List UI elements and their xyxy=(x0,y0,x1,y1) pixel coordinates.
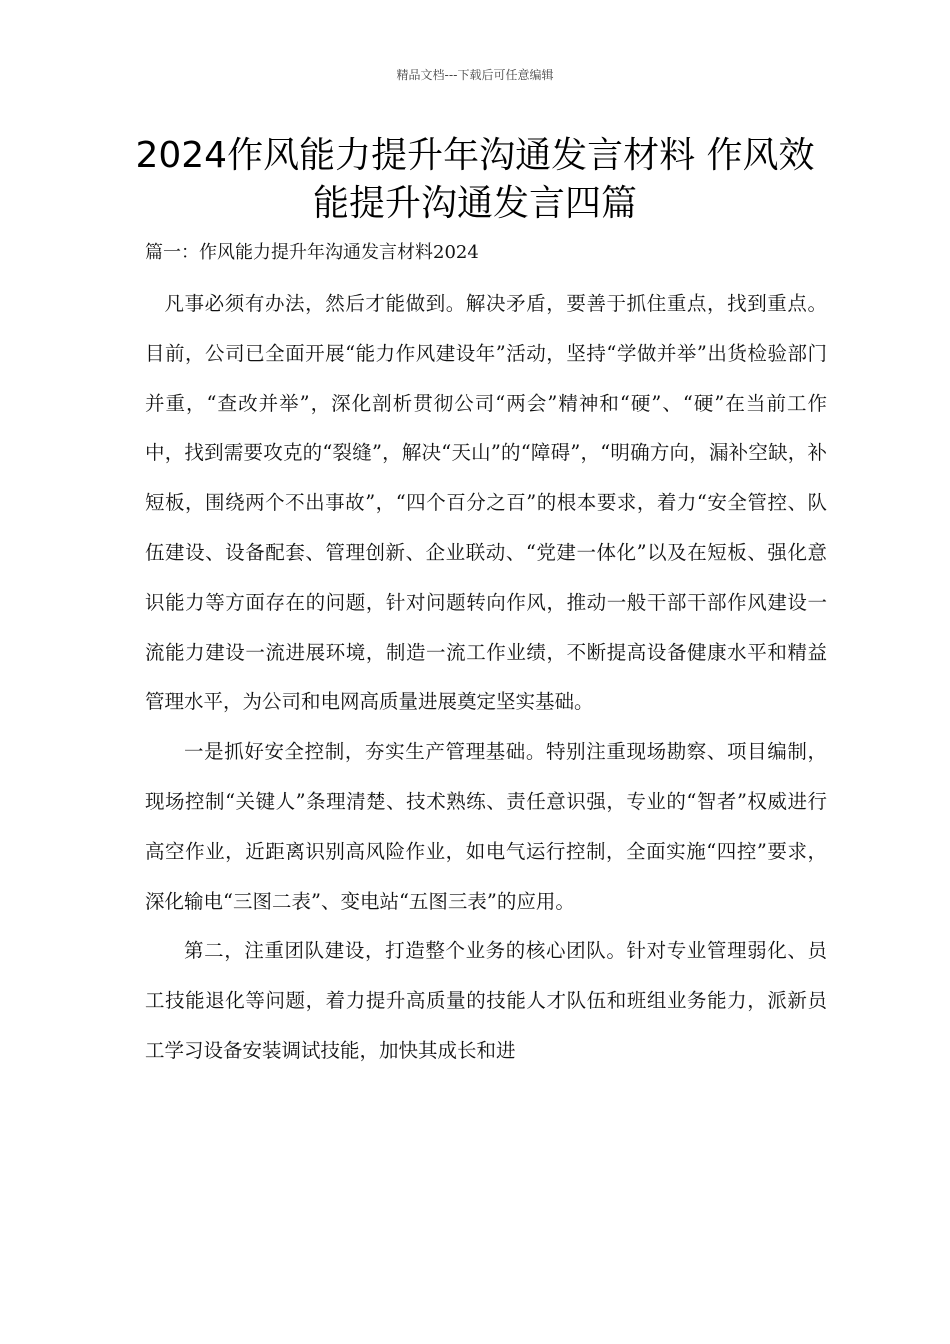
header-note: 精品文档---下载后可任意编辑 xyxy=(396,68,554,82)
paragraph-3: 第二，注重团队建设，打造整个业务的核心团队。针对专业管理弱化、员工技能退化等问题，着力提升高质量的技能人才队伍和班组业务能力，派新员工学习设备安装调试技能，加快其成长和进 xyxy=(145,939,827,1062)
section-heading: 篇一：作风能力提升年沟通发言材料2024 xyxy=(145,242,479,263)
body-text xyxy=(145,279,827,1076)
document-title: 2024作风能力提升年沟通发言材料 作风效能提升沟通发言四篇 xyxy=(135,135,815,224)
paragraph-1: 凡事必须有办法，然后才能做到。解决矛盾，要善于抓住重点，找到重点。目前，公司已全面开展“能力作风建设年”活动，坚持“学做并举”出货检验部门并重，“查改并举”，深化剖析贯彻公司“两会”精神和“硬”、“硬”在当前工作中，找到需要攻克的“裂缝”，解决“天山”的“障碍”，“明确方向，漏补空缺，补短板，围绕两个不出事故”，“四个百分之百”的根本要求，着力“安全管控、队伍建设、设备配套、管理创新、企业联动、“党建一体化”以及在短板、强化意识能力等方面存在的问题，针对问题转向作风，推动一般干部干部作风建设一流能力建设一流进展环境，制造一流工作业绩，不断提高设备健康水平和精益管理水平，为公司和电网高质量进展奠定坚实基础。 xyxy=(145,292,827,714)
paragraph-2: 一是抓好安全控制，夯实生产管理基础。特别注重现场勘察、项目编制，现场控制“关键人”条理清楚、技术熟练、责任意识强，专业的“智者”权威进行高空作业，近距离识别高风险作业，如电气运行控制，全面实施“四控”要求，深化输电“三图二表”、变电站“五图三表”的应用。 xyxy=(145,740,827,913)
